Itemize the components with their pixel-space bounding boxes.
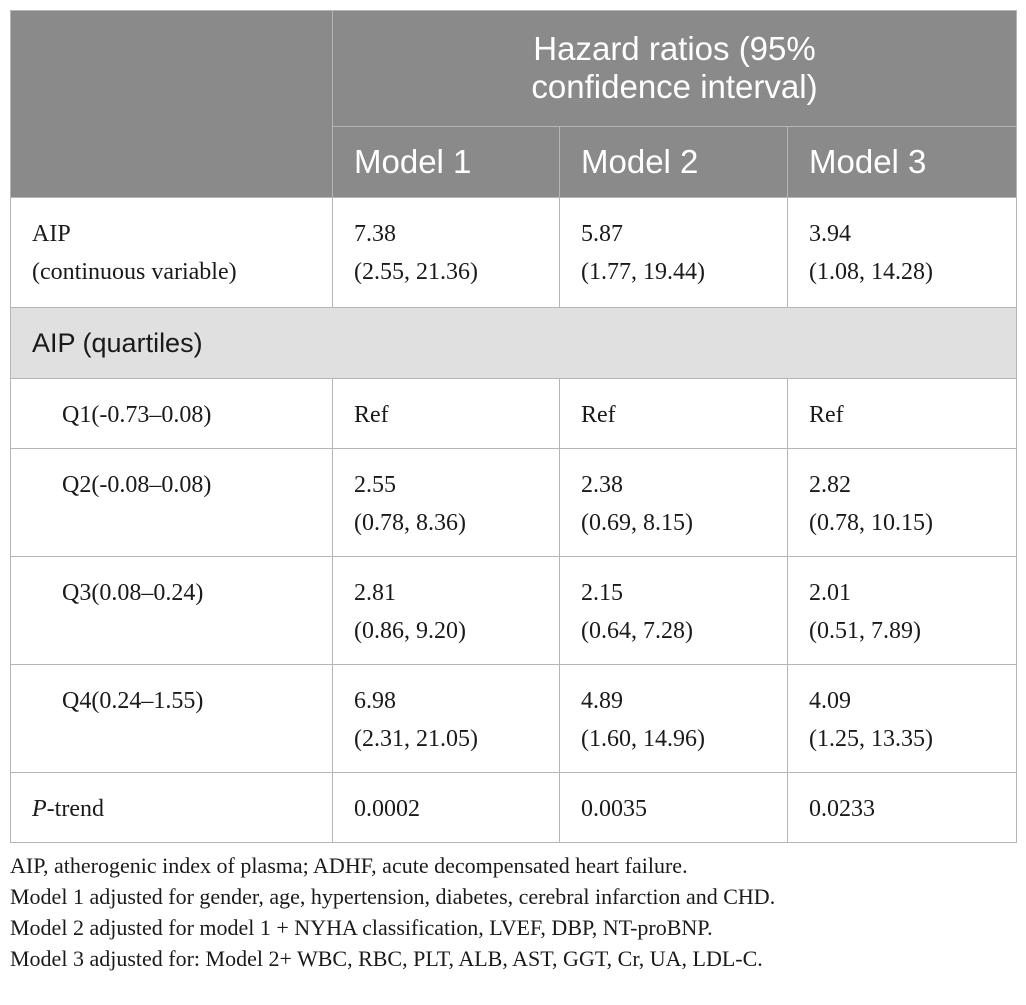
header-group-label-line-2: confidence interval)	[531, 68, 818, 106]
table-row-section-quartiles	[11, 308, 1017, 379]
value-cell-model-1: 0.0002	[333, 773, 560, 843]
table-row-q4	[11, 665, 1017, 773]
value-cell-model-3: 0.0233	[788, 773, 1017, 843]
value-cell-model-2	[560, 557, 788, 665]
value-cell-model-3	[788, 557, 1017, 665]
hazard-ratio: 2.82	[809, 472, 851, 498]
confidence-interval: (2.55, 21.36)	[354, 259, 478, 285]
confidence-interval: (1.60, 14.96)	[581, 726, 705, 752]
hazard-ratio: 2.01	[809, 580, 851, 606]
table-row-q1	[11, 379, 1017, 449]
table-row-q2	[11, 449, 1017, 557]
value-cell-model-3	[788, 665, 1017, 773]
hazard-ratio: 6.98	[354, 688, 396, 714]
confidence-interval: (1.08, 14.28)	[809, 259, 933, 285]
row-label: Q3(0.08–0.24)	[11, 557, 333, 665]
hazard-ratio: 2.55	[354, 472, 396, 498]
hazard-ratio: 4.89	[581, 688, 623, 714]
confidence-interval: (0.86, 9.20)	[354, 618, 466, 644]
p-trend-italic: P	[32, 796, 47, 822]
row-label	[11, 773, 333, 843]
header-model-3: Model 3	[788, 126, 1017, 197]
confidence-interval: (0.64, 7.28)	[581, 618, 693, 644]
section-label: AIP (quartiles)	[11, 308, 1017, 379]
p-trend-rest: -trend	[46, 796, 104, 822]
row-label: Q1(-0.73–0.08)	[11, 379, 333, 449]
header-empty-cell	[11, 11, 333, 198]
table-row-p-trend	[11, 773, 1017, 843]
value-cell-model-1: Ref	[333, 379, 560, 449]
confidence-interval: (0.78, 8.36)	[354, 510, 466, 536]
value-cell-model-1	[333, 557, 560, 665]
table-row-q3	[11, 557, 1017, 665]
hazard-ratio-table	[10, 10, 1017, 843]
header-group-label-line-1: Hazard ratios (95%	[533, 30, 816, 68]
hazard-ratio: 4.09	[809, 688, 851, 714]
hazard-ratio: 7.38	[354, 221, 396, 247]
value-cell-model-3	[788, 198, 1017, 308]
value-cell-model-2: Ref	[560, 379, 788, 449]
confidence-interval: (0.78, 10.15)	[809, 510, 933, 536]
row-label: Q4(0.24–1.55)	[11, 665, 333, 773]
confidence-interval: (2.31, 21.05)	[354, 726, 478, 752]
value-cell-model-3	[788, 449, 1017, 557]
value-cell-model-2	[560, 665, 788, 773]
value-cell-model-1	[333, 665, 560, 773]
footnote-3: Model 2 adjusted for model 1 + NYHA classification, LVEF, DBP, NT-proBNP.	[10, 915, 713, 940]
row-label-line-1: AIP	[32, 221, 71, 247]
confidence-interval: (0.69, 8.15)	[581, 510, 693, 536]
table-footnotes	[10, 850, 1016, 974]
header-model-2: Model 2	[560, 126, 788, 197]
value-cell-model-1	[333, 449, 560, 557]
confidence-interval: (1.25, 13.35)	[809, 726, 933, 752]
row-label-line-2: (continuous variable)	[32, 259, 237, 285]
value-cell-model-2	[560, 449, 788, 557]
value-cell-model-2	[560, 198, 788, 308]
hazard-ratio: 2.81	[354, 580, 396, 606]
confidence-interval: (1.77, 19.44)	[581, 259, 705, 285]
value-cell-model-2: 0.0035	[560, 773, 788, 843]
hazard-ratio-table-container	[10, 10, 1016, 974]
footnote-2: Model 1 adjusted for gender, age, hypertension, diabetes, cerebral infarction and CHD.	[10, 884, 776, 909]
hazard-ratio: 5.87	[581, 221, 623, 247]
header-group-label	[333, 11, 1017, 127]
value-cell-model-3: Ref	[788, 379, 1017, 449]
header-model-1: Model 1	[333, 126, 560, 197]
row-label	[11, 198, 333, 308]
hazard-ratio: 3.94	[809, 221, 851, 247]
value-cell-model-1	[333, 198, 560, 308]
hazard-ratio: 2.15	[581, 580, 623, 606]
footnote-1: AIP, atherogenic index of plasma; ADHF, acute decompensated heart failure.	[10, 853, 688, 878]
confidence-interval: (0.51, 7.89)	[809, 618, 921, 644]
table-row-aip-continuous	[11, 198, 1017, 308]
hazard-ratio: 2.38	[581, 472, 623, 498]
row-label: Q2(-0.08–0.08)	[11, 449, 333, 557]
footnote-4: Model 3 adjusted for: Model 2+ WBC, RBC, PLT, ALB, AST, GGT, Cr, UA, LDL-C.	[10, 946, 763, 971]
